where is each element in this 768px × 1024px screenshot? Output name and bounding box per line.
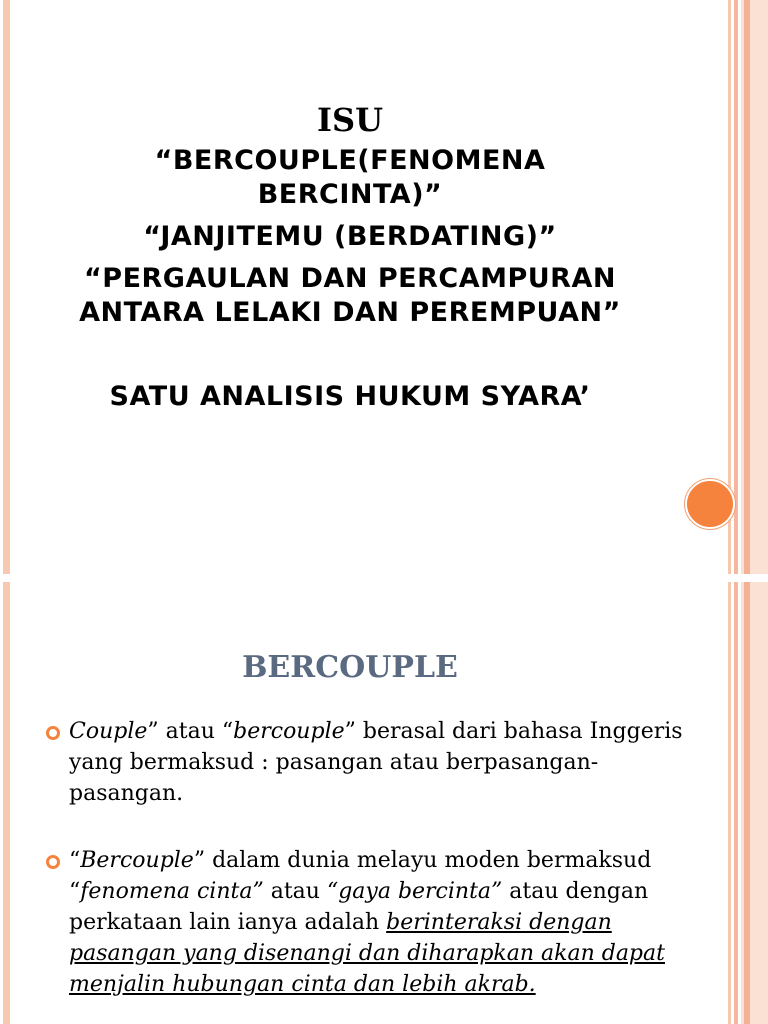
slide-divider: [0, 574, 768, 582]
orange-circle-icon: [685, 479, 735, 529]
bullet-text: “: [69, 848, 81, 873]
bullet-text-italic: Bercouple: [80, 848, 194, 873]
slide1-heading-line: BERCINTA)”: [257, 179, 443, 210]
orange-ring-bullet-icon: [46, 726, 60, 740]
bullet-text: ” atau “: [147, 719, 234, 744]
bullet-text-italic: “gaya bercinta”: [326, 879, 503, 904]
list-item: [44, 716, 684, 809]
slide1-heading-line: “BERCOUPLE(FENOMENA: [154, 145, 546, 176]
slide1-title: ISU: [317, 101, 383, 139]
bullet-text-italic: Couple: [69, 719, 148, 744]
slide1-heading-line: “JANJITEMU (BERDATING)”: [143, 221, 557, 252]
bullet-text: atau: [263, 879, 327, 904]
slide2-title: BERCOUPLE: [242, 650, 458, 685]
slide1-heading-line: “PERGAULAN DAN PERCAMPURAN: [84, 263, 616, 294]
slide1-subtitle: SATU ANALISIS HUKUM SYARA’: [109, 381, 591, 412]
bullet-text-italic: fenomena cinta”: [80, 879, 264, 904]
left-decorative-stripe: [0, 0, 12, 1024]
bullet-text-underlined: berinteraksi dengan pasangan yang disenangi dan diharapkan akan dapat menjalin hubungan cinta dan lebih akrab.: [69, 910, 665, 997]
slide1-heading-line: ANTARA LELAKI DAN PEREMPUAN”: [79, 297, 621, 328]
right-decorative-stripes: [728, 0, 768, 1024]
bullet-text: ” berasal dari bahasa Inggeris yang bermaksud : pasangan atau berpasangan-pasangan.: [69, 719, 683, 806]
slide1-content: [20, 100, 680, 414]
list-item: [44, 845, 684, 1000]
bullet-list: [44, 716, 684, 1024]
bullet-text-italic: bercouple: [233, 719, 345, 744]
bullet-text: atau dengan perkataan lain ianya adalah: [69, 879, 649, 935]
right-stripe-inner: [744, 0, 750, 1024]
left-stripe-band: [3, 0, 10, 1024]
right-stripe-medium: [734, 0, 738, 1024]
orange-ring-bullet-icon: [46, 855, 60, 869]
bullet-text: ” dalam dunia melayu moden bermaksud “: [69, 848, 652, 904]
